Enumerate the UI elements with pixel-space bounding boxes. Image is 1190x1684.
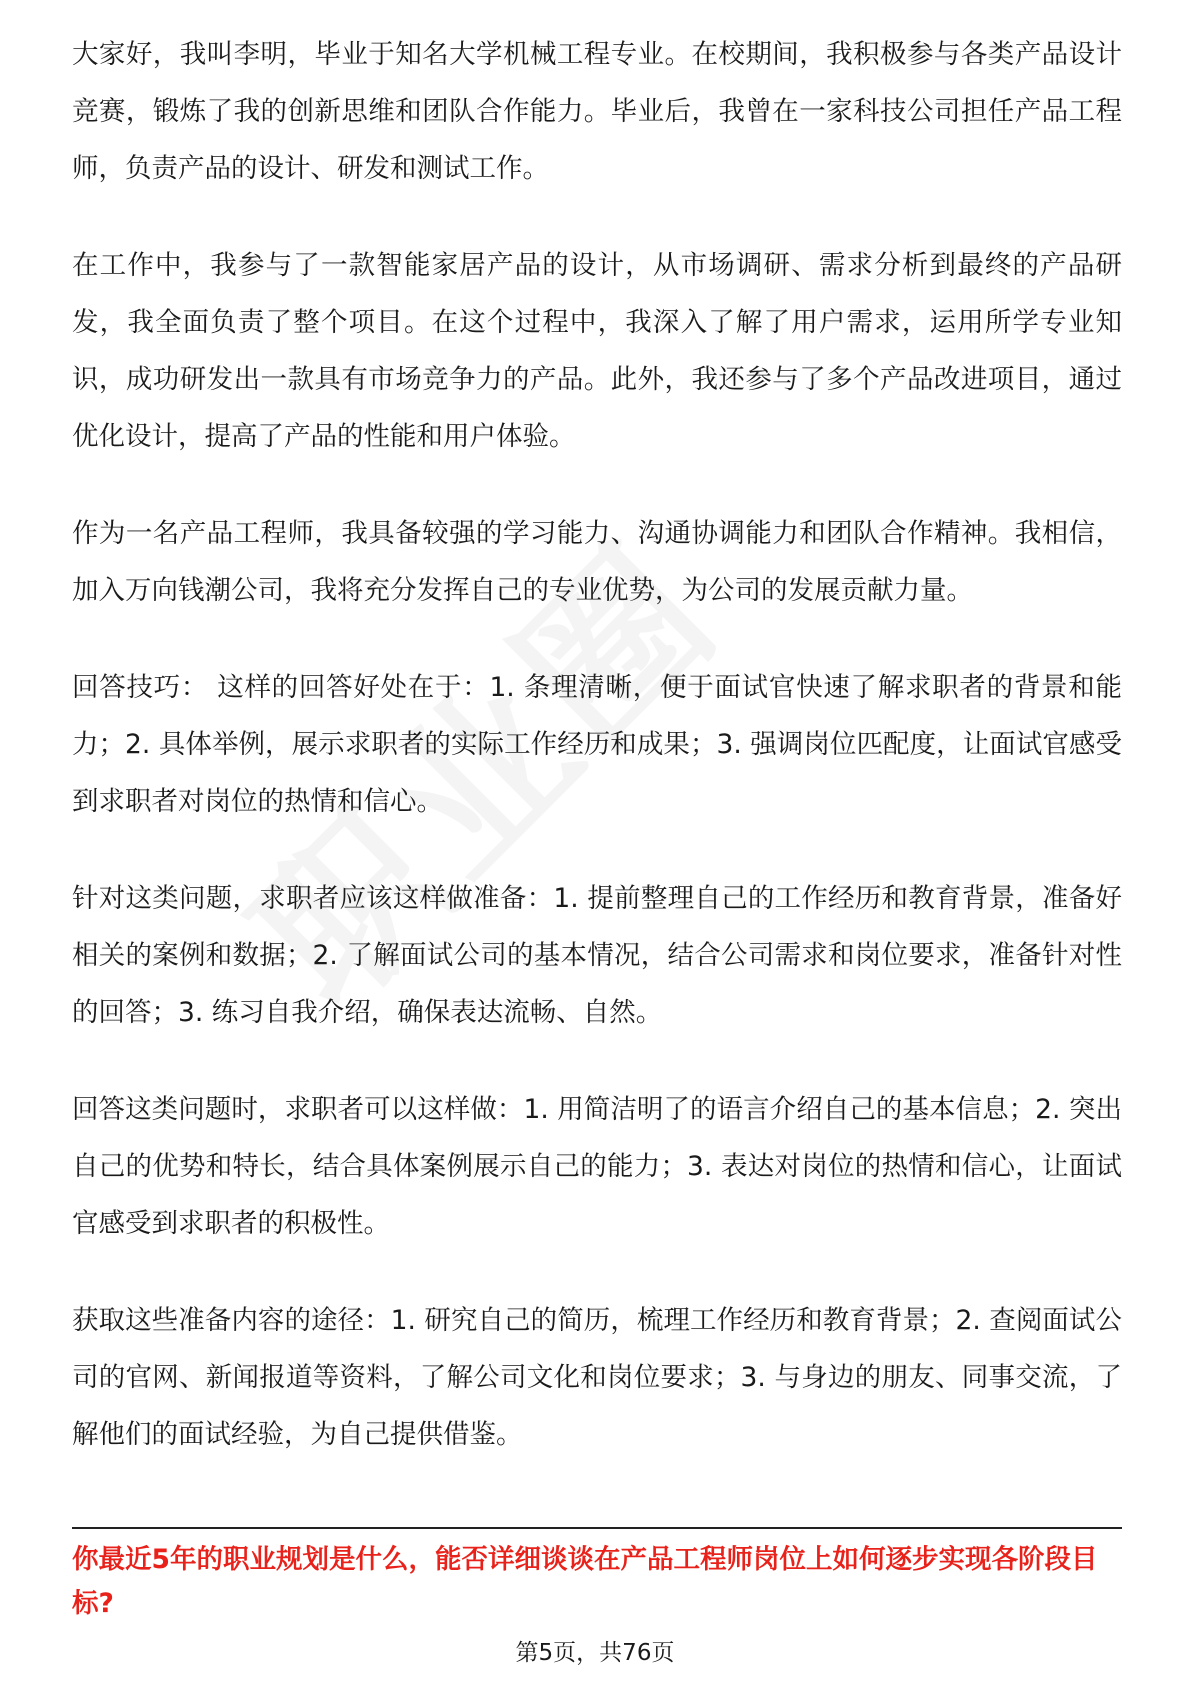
- paragraph-intro: 大家好，我叫李明，毕业于知名大学机械工程专业。在校期间，我积极参与各类产品设计竞赛，锻炼了我的创新思维和团队合作能力。毕业后，我曾在一家科技公司担任产品工程师，负责产品的设计、研发和测试工作。: [72, 39, 1122, 184]
- paragraph-closing: 作为一名产品工程师，我具备较强的学习能力、沟通协调能力和团队合作精神。我相信，加入万向钱潮公司，我将充分发挥自己的专业优势，为公司的发展贡献力量。: [72, 518, 1122, 606]
- paragraph-answer-tips: 回答技巧： 这样的回答好处在于：1. 条理清晰，便于面试官快速了解求职者的背景和能力；2. 具体举例，展示求职者的实际工作经历和成果；3. 强调岗位匹配度，让面试官感受到求职者对岗位的热情和信心。: [72, 672, 1122, 817]
- paragraph-how-to-answer: 回答这类问题时，求职者可以这样做：1. 用简洁明了的语言介绍自己的基本信息；2. 突出自己的优势和特长，结合具体案例展示自己的能力；3. 表达对岗位的热情和信心，让面试官感受到求职者的积极性。: [72, 1094, 1122, 1239]
- paragraph-work-experience: 在工作中，我参与了一款智能家居产品的设计，从市场调研、需求分析到最终的产品研发，我全面负责了整个项目。在这个过程中，我深入了解了用户需求，运用所学专业知识，成功研发出一款具有市场竞争力的产品。此外，我还参与了多个产品改进项目，通过优化设计，提高了产品的性能和用户体验。: [72, 250, 1122, 452]
- document-body: [72, 26, 1122, 1503]
- paragraph-preparation: 针对这类问题，求职者应该这样做准备：1. 提前整理自己的工作经历和教育背景，准备好相关的案例和数据；2. 了解面试公司的基本情况，结合公司需求和岗位要求，准备针对性的回答；3. 练习自我介绍，确保表达流畅、自然。: [72, 883, 1122, 1028]
- page-number: 第5页，共76页: [515, 1640, 675, 1666]
- next-question-heading: 你最近5年的职业规划是什么，能否详细谈谈在产品工程师岗位上如何逐步实现各阶段目标?: [72, 1544, 1098, 1619]
- section-divider: [72, 1527, 1122, 1529]
- paragraph-sources: 获取这些准备内容的途径：1. 研究自己的简历，梳理工作经历和教育背景；2. 查阅面试公司的官网、新闻报道等资料，了解公司文化和岗位要求；3. 与身边的朋友、同事交流，了解他们的面试经验，为自己提供借鉴。: [72, 1305, 1122, 1450]
